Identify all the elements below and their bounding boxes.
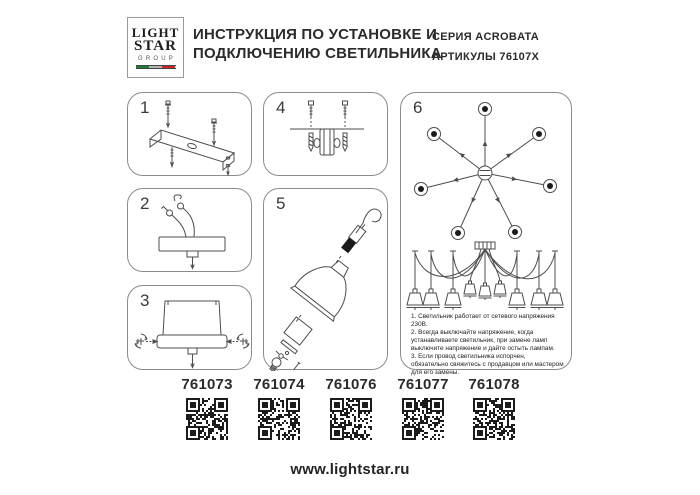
screw-icon — [165, 101, 171, 127]
page-title-line1: ИНСТРУКЦИЯ ПО УСТАНОВКЕ И — [193, 26, 438, 43]
spider-top-view — [415, 103, 557, 240]
canopy-base — [157, 335, 227, 348]
article-code: 761074 — [253, 376, 305, 393]
article-code: 761076 — [325, 376, 377, 393]
article-item — [171, 376, 243, 445]
screw-tip-icon — [227, 167, 229, 175]
step-panel-2 — [127, 188, 252, 272]
step-number: 4 — [276, 98, 286, 117]
step-number: 5 — [276, 194, 286, 213]
italian-flag-icon — [136, 65, 176, 69]
page-title-line2: ПОДКЛЮЧЕНИЮ СВЕТИЛЬНИКА — [193, 45, 442, 62]
canopy — [475, 242, 495, 249]
step-number: 1 — [140, 98, 150, 117]
rotate-screw-icon — [135, 334, 157, 348]
logo-word-group: GROUP — [137, 56, 176, 62]
articles-row — [0, 376, 700, 446]
suspension-rod — [191, 354, 194, 368]
step-number: 2 — [140, 194, 150, 213]
flag-gray-segment — [149, 66, 162, 68]
logo-word-light: LIGHT — [131, 25, 180, 40]
hanger-bracket — [320, 129, 334, 155]
canopy-cover-side-screws-icon — [128, 286, 253, 371]
screw-icon — [309, 101, 314, 127]
note-2: 2. Всегда выключайте напряжение, когда устанавливаете светильник, при замене ламп выключите напряжение и дайте остыть лампам. — [411, 329, 555, 352]
article-item — [458, 376, 530, 445]
article-code: 761078 — [468, 376, 520, 393]
qr-code-icon — [473, 398, 515, 440]
canopy-plate — [159, 237, 225, 251]
lamp-shade-icon — [291, 248, 365, 321]
articles-family: АРТИКУЛЫ 76107Х — [432, 51, 540, 63]
qr-code-icon — [330, 398, 372, 440]
qr-code-icon — [402, 398, 444, 440]
series-name: СЕРИЯ ACROBATA — [432, 31, 539, 43]
small-screw-icon — [292, 362, 300, 371]
center-shades — [464, 281, 507, 300]
spider-side-view — [407, 242, 564, 310]
safety-notes — [411, 313, 564, 377]
screw-icon — [343, 101, 348, 127]
wire-connector-icon — [167, 210, 173, 216]
article-item — [387, 376, 459, 445]
lamp-socket-icon — [341, 221, 369, 253]
step-panel-4 — [263, 92, 388, 176]
flag-red-segment — [162, 66, 175, 68]
flag-green-segment — [136, 66, 149, 68]
article-item — [315, 376, 387, 445]
rotate-screw-icon — [227, 334, 249, 348]
series-info — [432, 31, 539, 63]
step-number: 6 — [413, 98, 423, 117]
wall-anchor-icon — [309, 133, 313, 151]
wire — [172, 215, 186, 237]
article-code: 761077 — [397, 376, 449, 393]
ceiling-screws-anchors-icon — [264, 93, 389, 177]
exploded-shade-socket-bulb-icon — [264, 189, 389, 371]
page-title — [193, 25, 442, 63]
note-1: 1. Светильник работает от сетевого напряжения 230В. — [411, 313, 555, 328]
canopy-cover — [163, 301, 221, 335]
screw-icon — [211, 119, 217, 145]
website-url: www.lightstar.ru — [290, 461, 410, 478]
wire-hook — [174, 195, 181, 201]
lightstar-logo — [127, 17, 184, 78]
square-plate — [284, 317, 312, 345]
step-number: 3 — [140, 291, 150, 310]
step-panel-6 — [400, 92, 572, 376]
article-item — [243, 376, 315, 445]
screw-icon — [171, 147, 174, 167]
wall-anchor-icon — [343, 133, 347, 151]
qr-code-icon — [186, 398, 228, 440]
wire-connector-icon — [178, 203, 184, 209]
qr-code-icon — [258, 398, 300, 440]
step-panel-3 — [127, 285, 252, 370]
step-panel-5 — [263, 188, 388, 370]
wire-connection-canopy-icon — [128, 189, 253, 273]
note-3: 3. Если провод светильника испорчен, обязательно свяжитесь с продавцом или мастером для его замены. — [411, 353, 564, 376]
logo-word-star: STAR — [134, 38, 177, 54]
central-hub — [478, 166, 492, 180]
article-code: 761073 — [181, 376, 233, 393]
washer-plate — [281, 340, 297, 354]
suspension-rod — [191, 257, 194, 269]
step-panel-1 — [127, 92, 252, 176]
mounting-bar-with-screws-icon — [128, 93, 253, 177]
cord — [356, 209, 381, 233]
center-cords — [470, 249, 500, 283]
